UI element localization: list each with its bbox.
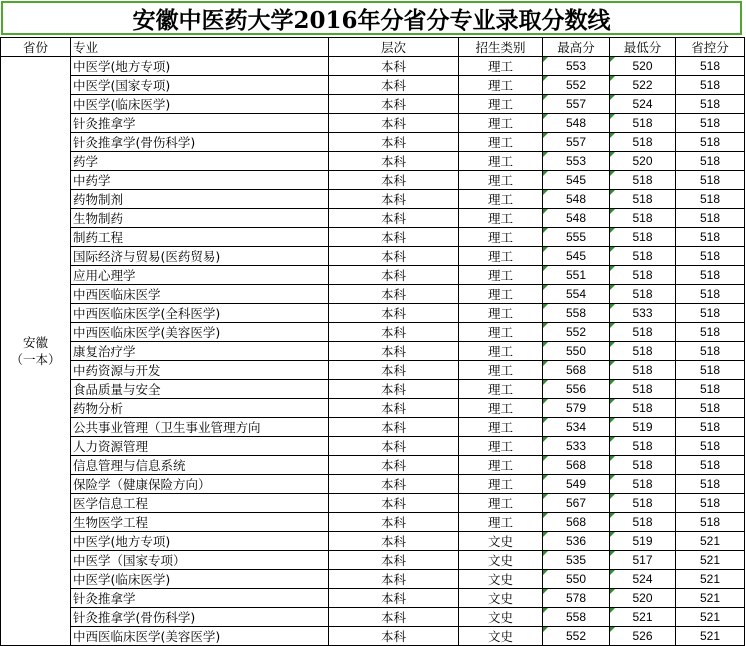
table-row bbox=[1, 247, 745, 266]
table-row bbox=[1, 342, 745, 361]
category-cell: 理工 bbox=[459, 494, 543, 513]
level-cell: 本科 bbox=[329, 171, 459, 190]
category-cell: 文史 bbox=[459, 627, 543, 646]
max-score-cell: 548 bbox=[543, 114, 610, 133]
level-cell: 本科 bbox=[329, 57, 459, 76]
admission-score-table bbox=[0, 37, 745, 646]
min-score-cell: 518 bbox=[610, 494, 676, 513]
min-score-cell: 524 bbox=[610, 570, 676, 589]
level-cell: 本科 bbox=[329, 114, 459, 133]
min-score-cell: 518 bbox=[610, 361, 676, 380]
max-score-cell: 568 bbox=[543, 361, 610, 380]
control-score-cell: 518 bbox=[676, 57, 745, 76]
max-score-cell: 557 bbox=[543, 95, 610, 114]
control-score-cell: 521 bbox=[676, 608, 745, 627]
control-score-cell: 521 bbox=[676, 551, 745, 570]
level-cell: 本科 bbox=[329, 133, 459, 152]
min-score-cell: 524 bbox=[610, 95, 676, 114]
control-score-cell: 518 bbox=[676, 76, 745, 95]
table-row bbox=[1, 76, 745, 95]
category-cell: 理工 bbox=[459, 380, 543, 399]
major-cell: 药物制剂 bbox=[71, 190, 329, 209]
control-score-cell: 518 bbox=[676, 342, 745, 361]
control-score-cell: 518 bbox=[676, 133, 745, 152]
level-cell: 本科 bbox=[329, 475, 459, 494]
category-cell: 理工 bbox=[459, 114, 543, 133]
major-cell: 中医学(临床医学) bbox=[71, 570, 329, 589]
category-cell: 理工 bbox=[459, 456, 543, 475]
max-score-cell: 552 bbox=[543, 627, 610, 646]
control-score-cell: 518 bbox=[676, 247, 745, 266]
category-cell: 理工 bbox=[459, 323, 543, 342]
control-score-cell: 518 bbox=[676, 513, 745, 532]
table-row bbox=[1, 266, 745, 285]
major-cell: 中药学 bbox=[71, 171, 329, 190]
category-cell: 理工 bbox=[459, 209, 543, 228]
control-score-cell: 518 bbox=[676, 418, 745, 437]
table-row bbox=[1, 190, 745, 209]
category-cell: 理工 bbox=[459, 133, 543, 152]
category-cell: 理工 bbox=[459, 399, 543, 418]
level-cell: 本科 bbox=[329, 456, 459, 475]
category-cell: 理工 bbox=[459, 228, 543, 247]
table-row bbox=[1, 285, 745, 304]
table-row bbox=[1, 608, 745, 627]
min-score-cell: 518 bbox=[610, 209, 676, 228]
level-cell: 本科 bbox=[329, 304, 459, 323]
major-cell: 中西医临床医学(美容医学) bbox=[71, 627, 329, 646]
control-score-cell: 518 bbox=[676, 152, 745, 171]
major-cell: 保险学（健康保险方向） bbox=[71, 475, 329, 494]
table-row bbox=[1, 361, 745, 380]
max-score-cell: 550 bbox=[543, 342, 610, 361]
max-score-cell: 568 bbox=[543, 513, 610, 532]
level-cell: 本科 bbox=[329, 418, 459, 437]
level-cell: 本科 bbox=[329, 76, 459, 95]
control-score-cell: 518 bbox=[676, 494, 745, 513]
control-score-cell: 518 bbox=[676, 361, 745, 380]
control-score-cell: 521 bbox=[676, 532, 745, 551]
table-body bbox=[1, 57, 745, 646]
level-cell: 本科 bbox=[329, 190, 459, 209]
table-row bbox=[1, 513, 745, 532]
control-score-cell: 521 bbox=[676, 570, 745, 589]
major-cell: 针灸推拿学(骨伤科学) bbox=[71, 133, 329, 152]
min-score-cell: 518 bbox=[610, 133, 676, 152]
control-score-cell: 518 bbox=[676, 304, 745, 323]
category-cell: 理工 bbox=[459, 304, 543, 323]
category-cell: 理工 bbox=[459, 247, 543, 266]
header-max-score: 最高分 bbox=[543, 38, 610, 57]
max-score-cell: 553 bbox=[543, 57, 610, 76]
table-row bbox=[1, 551, 745, 570]
max-score-cell: 548 bbox=[543, 209, 610, 228]
max-score-cell: 578 bbox=[543, 589, 610, 608]
control-score-cell: 518 bbox=[676, 475, 745, 494]
major-cell: 针灸推拿学(骨伤科学) bbox=[71, 608, 329, 627]
level-cell: 本科 bbox=[329, 361, 459, 380]
min-score-cell: 518 bbox=[610, 399, 676, 418]
major-cell: 生物制药 bbox=[71, 209, 329, 228]
max-score-cell: 552 bbox=[543, 323, 610, 342]
control-score-cell: 518 bbox=[676, 380, 745, 399]
control-score-cell: 521 bbox=[676, 589, 745, 608]
min-score-cell: 518 bbox=[610, 342, 676, 361]
major-cell: 中医学(地方专项) bbox=[71, 532, 329, 551]
control-score-cell: 518 bbox=[676, 171, 745, 190]
control-score-cell: 521 bbox=[676, 627, 745, 646]
max-score-cell: 535 bbox=[543, 551, 610, 570]
level-cell: 本科 bbox=[329, 513, 459, 532]
level-cell: 本科 bbox=[329, 323, 459, 342]
min-score-cell: 519 bbox=[610, 532, 676, 551]
category-cell: 理工 bbox=[459, 152, 543, 171]
min-score-cell: 519 bbox=[610, 418, 676, 437]
control-score-cell: 518 bbox=[676, 437, 745, 456]
major-cell: 公共事业管理（卫生事业管理方向 bbox=[71, 418, 329, 437]
major-cell: 中西医临床医学 bbox=[71, 285, 329, 304]
control-score-cell: 518 bbox=[676, 228, 745, 247]
min-score-cell: 518 bbox=[610, 437, 676, 456]
major-cell: 食品质量与安全 bbox=[71, 380, 329, 399]
max-score-cell: 551 bbox=[543, 266, 610, 285]
min-score-cell: 520 bbox=[610, 57, 676, 76]
min-score-cell: 520 bbox=[610, 152, 676, 171]
category-cell: 文史 bbox=[459, 532, 543, 551]
major-cell: 针灸推拿学 bbox=[71, 114, 329, 133]
max-score-cell: 555 bbox=[543, 228, 610, 247]
page-title: 安徽中医药大学2016年分省分专业录取分数线 bbox=[1, 1, 742, 35]
min-score-cell: 518 bbox=[610, 285, 676, 304]
table-row bbox=[1, 114, 745, 133]
min-score-cell: 518 bbox=[610, 475, 676, 494]
control-score-cell: 518 bbox=[676, 266, 745, 285]
max-score-cell: 558 bbox=[543, 304, 610, 323]
category-cell: 理工 bbox=[459, 266, 543, 285]
level-cell: 本科 bbox=[329, 209, 459, 228]
major-cell: 中西医临床医学(美容医学) bbox=[71, 323, 329, 342]
header-province: 省份 bbox=[1, 38, 71, 57]
max-score-cell: 557 bbox=[543, 133, 610, 152]
level-cell: 本科 bbox=[329, 437, 459, 456]
table-row bbox=[1, 95, 745, 114]
major-cell: 药物分析 bbox=[71, 399, 329, 418]
major-cell: 中医学(国家专项) bbox=[71, 76, 329, 95]
table-row bbox=[1, 475, 745, 494]
table-row bbox=[1, 532, 745, 551]
min-score-cell: 518 bbox=[610, 456, 676, 475]
max-score-cell: 533 bbox=[543, 437, 610, 456]
min-score-cell: 520 bbox=[610, 589, 676, 608]
min-score-cell: 518 bbox=[610, 323, 676, 342]
control-score-cell: 518 bbox=[676, 456, 745, 475]
category-cell: 理工 bbox=[459, 513, 543, 532]
table-row bbox=[1, 494, 745, 513]
table-row bbox=[1, 456, 745, 475]
table-row bbox=[1, 570, 745, 589]
min-score-cell: 518 bbox=[610, 380, 676, 399]
level-cell: 本科 bbox=[329, 608, 459, 627]
min-score-cell: 533 bbox=[610, 304, 676, 323]
category-cell: 理工 bbox=[459, 361, 543, 380]
header-level: 层次 bbox=[329, 38, 459, 57]
major-cell: 中药资源与开发 bbox=[71, 361, 329, 380]
control-score-cell: 518 bbox=[676, 323, 745, 342]
level-cell: 本科 bbox=[329, 285, 459, 304]
category-cell: 理工 bbox=[459, 95, 543, 114]
category-cell: 文史 bbox=[459, 589, 543, 608]
major-cell: 人力资源管理 bbox=[71, 437, 329, 456]
max-score-cell: 553 bbox=[543, 152, 610, 171]
max-score-cell: 545 bbox=[543, 247, 610, 266]
max-score-cell: 567 bbox=[543, 494, 610, 513]
table-row bbox=[1, 589, 745, 608]
max-score-cell: 549 bbox=[543, 475, 610, 494]
major-cell: 医学信息工程 bbox=[71, 494, 329, 513]
min-score-cell: 521 bbox=[610, 608, 676, 627]
header-min-score: 最低分 bbox=[610, 38, 676, 57]
category-cell: 文史 bbox=[459, 551, 543, 570]
table-row bbox=[1, 152, 745, 171]
min-score-cell: 518 bbox=[610, 513, 676, 532]
level-cell: 本科 bbox=[329, 627, 459, 646]
category-cell: 理工 bbox=[459, 57, 543, 76]
table-row bbox=[1, 437, 745, 456]
category-cell: 文史 bbox=[459, 570, 543, 589]
min-score-cell: 517 bbox=[610, 551, 676, 570]
max-score-cell: 536 bbox=[543, 532, 610, 551]
header-category: 招生类别 bbox=[459, 38, 543, 57]
major-cell: 国际经济与贸易(医药贸易) bbox=[71, 247, 329, 266]
level-cell: 本科 bbox=[329, 399, 459, 418]
max-score-cell: 550 bbox=[543, 570, 610, 589]
category-cell: 理工 bbox=[459, 285, 543, 304]
major-cell: 针灸推拿学 bbox=[71, 589, 329, 608]
min-score-cell: 522 bbox=[610, 76, 676, 95]
major-cell: 中医学(临床医学) bbox=[71, 95, 329, 114]
header-major: 专业 bbox=[71, 38, 329, 57]
category-cell: 理工 bbox=[459, 76, 543, 95]
min-score-cell: 518 bbox=[610, 114, 676, 133]
level-cell: 本科 bbox=[329, 380, 459, 399]
major-cell: 康复治疗学 bbox=[71, 342, 329, 361]
level-cell: 本科 bbox=[329, 152, 459, 171]
table-row bbox=[1, 228, 745, 247]
table-row bbox=[1, 171, 745, 190]
level-cell: 本科 bbox=[329, 247, 459, 266]
table-row bbox=[1, 209, 745, 228]
table-row bbox=[1, 304, 745, 323]
control-score-cell: 518 bbox=[676, 399, 745, 418]
min-score-cell: 518 bbox=[610, 171, 676, 190]
level-cell: 本科 bbox=[329, 342, 459, 361]
table-row bbox=[1, 627, 745, 646]
major-cell: 中医学(地方专项) bbox=[71, 57, 329, 76]
level-cell: 本科 bbox=[329, 228, 459, 247]
control-score-cell: 518 bbox=[676, 209, 745, 228]
max-score-cell: 556 bbox=[543, 380, 610, 399]
level-cell: 本科 bbox=[329, 266, 459, 285]
max-score-cell: 548 bbox=[543, 190, 610, 209]
min-score-cell: 526 bbox=[610, 627, 676, 646]
max-score-cell: 558 bbox=[543, 608, 610, 627]
level-cell: 本科 bbox=[329, 551, 459, 570]
control-score-cell: 518 bbox=[676, 190, 745, 209]
level-cell: 本科 bbox=[329, 570, 459, 589]
major-cell: 中西医临床医学(全科医学) bbox=[71, 304, 329, 323]
level-cell: 本科 bbox=[329, 532, 459, 551]
major-cell: 生物医学工程 bbox=[71, 513, 329, 532]
category-cell: 理工 bbox=[459, 190, 543, 209]
max-score-cell: 579 bbox=[543, 399, 610, 418]
max-score-cell: 568 bbox=[543, 456, 610, 475]
category-cell: 理工 bbox=[459, 437, 543, 456]
major-cell: 应用心理学 bbox=[71, 266, 329, 285]
max-score-cell: 552 bbox=[543, 76, 610, 95]
province-cell: 安徽 （一本） bbox=[1, 57, 71, 646]
level-cell: 本科 bbox=[329, 95, 459, 114]
major-cell: 药学 bbox=[71, 152, 329, 171]
table-row bbox=[1, 133, 745, 152]
category-cell: 理工 bbox=[459, 171, 543, 190]
category-cell: 理工 bbox=[459, 342, 543, 361]
control-score-cell: 518 bbox=[676, 285, 745, 304]
header-row bbox=[1, 38, 745, 57]
control-score-cell: 518 bbox=[676, 95, 745, 114]
category-cell: 文史 bbox=[459, 608, 543, 627]
header-control-score: 省控分 bbox=[676, 38, 745, 57]
min-score-cell: 518 bbox=[610, 247, 676, 266]
category-cell: 理工 bbox=[459, 418, 543, 437]
level-cell: 本科 bbox=[329, 589, 459, 608]
min-score-cell: 518 bbox=[610, 266, 676, 285]
control-score-cell: 518 bbox=[676, 114, 745, 133]
table-row bbox=[1, 399, 745, 418]
major-cell: 信息管理与信息系统 bbox=[71, 456, 329, 475]
table-row bbox=[1, 380, 745, 399]
table-row bbox=[1, 57, 745, 76]
major-cell: 中医学（国家专项） bbox=[71, 551, 329, 570]
category-cell: 理工 bbox=[459, 475, 543, 494]
table-row bbox=[1, 323, 745, 342]
major-cell: 制药工程 bbox=[71, 228, 329, 247]
max-score-cell: 554 bbox=[543, 285, 610, 304]
max-score-cell: 545 bbox=[543, 171, 610, 190]
level-cell: 本科 bbox=[329, 494, 459, 513]
min-score-cell: 518 bbox=[610, 228, 676, 247]
table-row bbox=[1, 418, 745, 437]
max-score-cell: 534 bbox=[543, 418, 610, 437]
min-score-cell: 518 bbox=[610, 190, 676, 209]
